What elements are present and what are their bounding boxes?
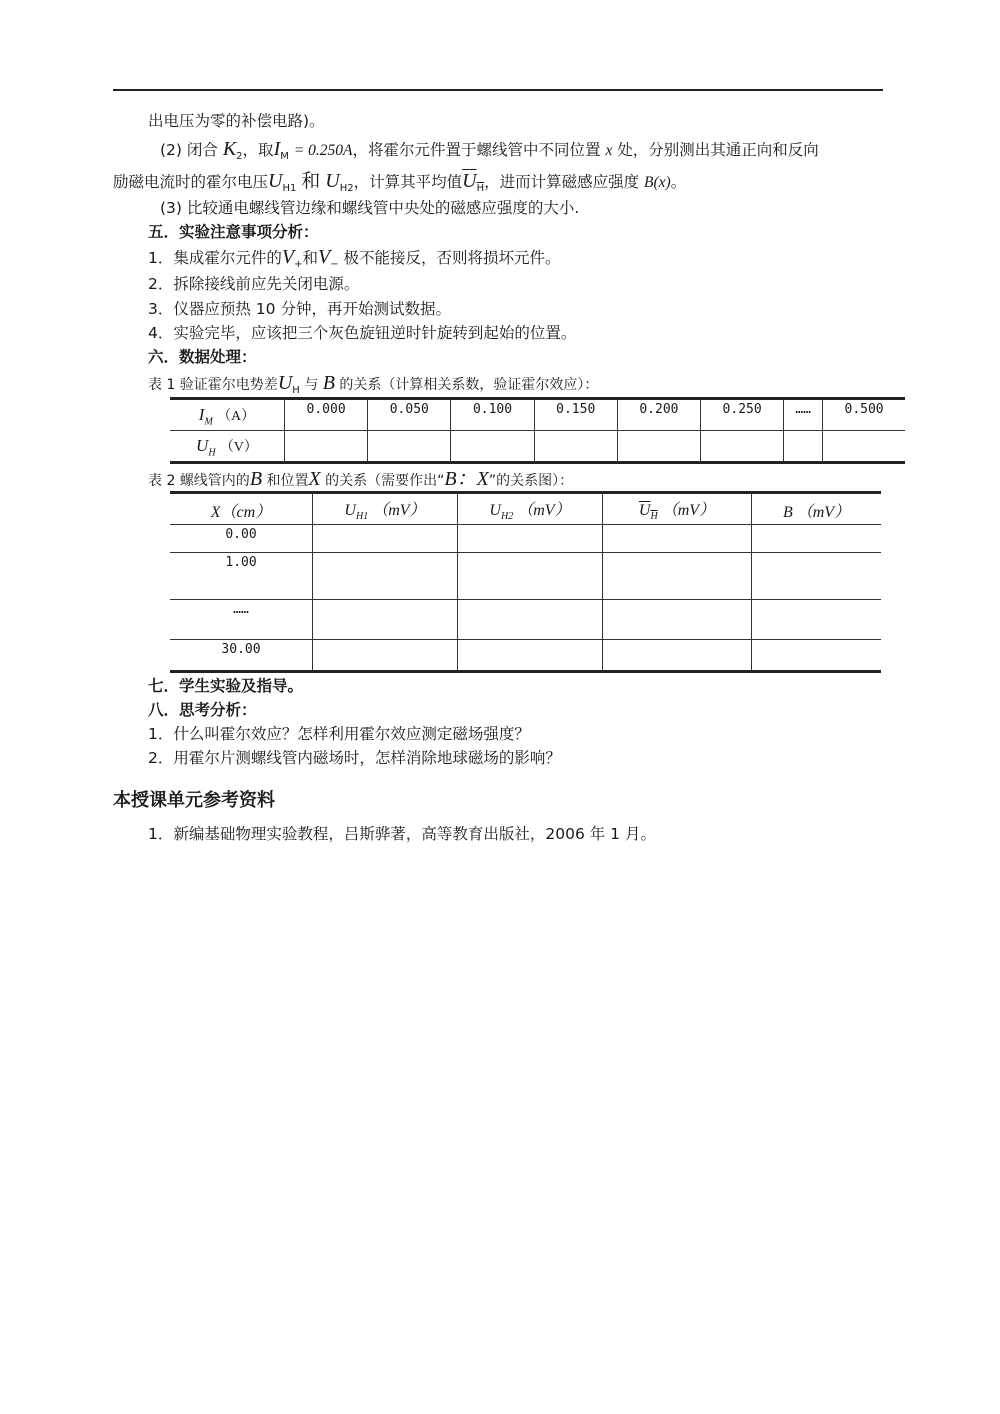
table-cell: 0.250 [701,399,784,431]
table-cell [752,525,882,553]
table-cell [458,525,603,553]
table-cell [603,600,752,640]
list-item: 4．实验完毕，应该把三个灰色旋钮逆时针旋转到起始的位置。 [148,324,577,342]
table-header-cell: $U_H$ （mV） [603,493,752,525]
table-cell [701,431,784,463]
list-item: 3．仪器应预热 10 分钟，再开始测试数据。 [148,300,451,318]
table-cell [534,431,617,463]
list-item: 2．用霍尔片测螺线管内磁场时，怎样消除地球磁场的影响？ [148,749,561,767]
table-row [170,399,905,431]
table-row [170,553,881,600]
references-heading: 本授课单元参考资料 [113,790,275,811]
section-heading: 八．思考分析： [148,701,257,719]
table-cell [313,525,458,553]
table-cell: 30.00 [170,640,313,672]
paragraph-line: 励磁电流时的霍尔电压$U_{H1}$ 和 $U_{H2}$，计算其平均值$U_H$，进而计算磁感应强度 B(x)。 [113,170,687,195]
table-header-cell: $I_M$ （A） [170,399,285,431]
table-cell: 0.100 [451,399,534,431]
table-cell [752,640,882,672]
table-cell: 0.150 [534,399,617,431]
table-cell [752,553,882,600]
table-cell [313,600,458,640]
table-caption: 表 2 螺线管内的B 和位置X 的关系（需要作出“B：X”的关系图）： [148,468,574,490]
table-cell [617,431,700,463]
table-1 [170,397,905,464]
table-cell [313,640,458,672]
table-cell: 0.00 [170,525,313,553]
table-cell [458,640,603,672]
table-cell [603,640,752,672]
table-cell [823,431,905,463]
table-row [170,493,881,525]
table-cell [285,431,368,463]
section-heading: 六．数据处理： [148,348,257,366]
list-item: 1．什么叫霍尔效应？怎样利用霍尔效应测定磁场强度？ [148,725,530,743]
paragraph-line: 出电压为零的补偿电路)。 [148,112,325,130]
table-2 [170,491,881,673]
table-row [170,431,905,463]
table-cell: …… [784,399,823,431]
table-header-cell: B （mV） [752,493,882,525]
list-item: 1．集成霍尔元件的$V_+$和$V_-$ 极不能接反，否则将损坏元件。 [148,246,561,271]
list-item: 2．拆除接线前应先关闭电源。 [148,275,360,293]
section-heading: 五．实验注意事项分析： [148,223,319,241]
table-header-cell: $U_{H2}$ （mV） [458,493,603,525]
table-cell: 0.000 [285,399,368,431]
header-rule [113,89,883,91]
table-cell [603,553,752,600]
table-cell [458,600,603,640]
table-cell [313,553,458,600]
reference-item: 1．新编基础物理实验教程，吕斯骅著，高等教育出版社，2006 年 1 月。 [148,825,656,843]
table-row [170,525,881,553]
table-header-cell: $U_H$ （V） [170,431,285,463]
paragraph-line: (3) 比较通电螺线管边缘和螺线管中央处的磁感应强度的大小. [160,199,580,217]
table-cell: 1.00 [170,553,313,600]
table-cell [451,431,534,463]
table-cell: 0.050 [368,399,451,431]
section-heading: 七．学生实验及指导。 [148,677,304,695]
table-cell [368,431,451,463]
table-caption: 表 1 验证霍尔电势差$U_H$ 与 B 的关系（计算相关系数，验证霍尔效应）： [148,372,599,396]
table-header-cell: X（cm） [170,493,313,525]
table-header-cell: $U_{H1}$ （mV） [313,493,458,525]
table-cell: 0.200 [617,399,700,431]
table-row [170,640,881,672]
table-row [170,600,881,640]
table-cell [458,553,603,600]
table-cell: 0.500 [823,399,905,431]
table-cell: …… [170,600,313,640]
table-cell [603,525,752,553]
paragraph-line: (2) 闭合 $K_2$，取$I_M = 0.250A$，将霍尔元件置于螺线管中不同位置 x 处，分别测出其通正向和反向 [160,138,819,163]
table-cell [752,600,882,640]
table-cell [784,431,823,463]
